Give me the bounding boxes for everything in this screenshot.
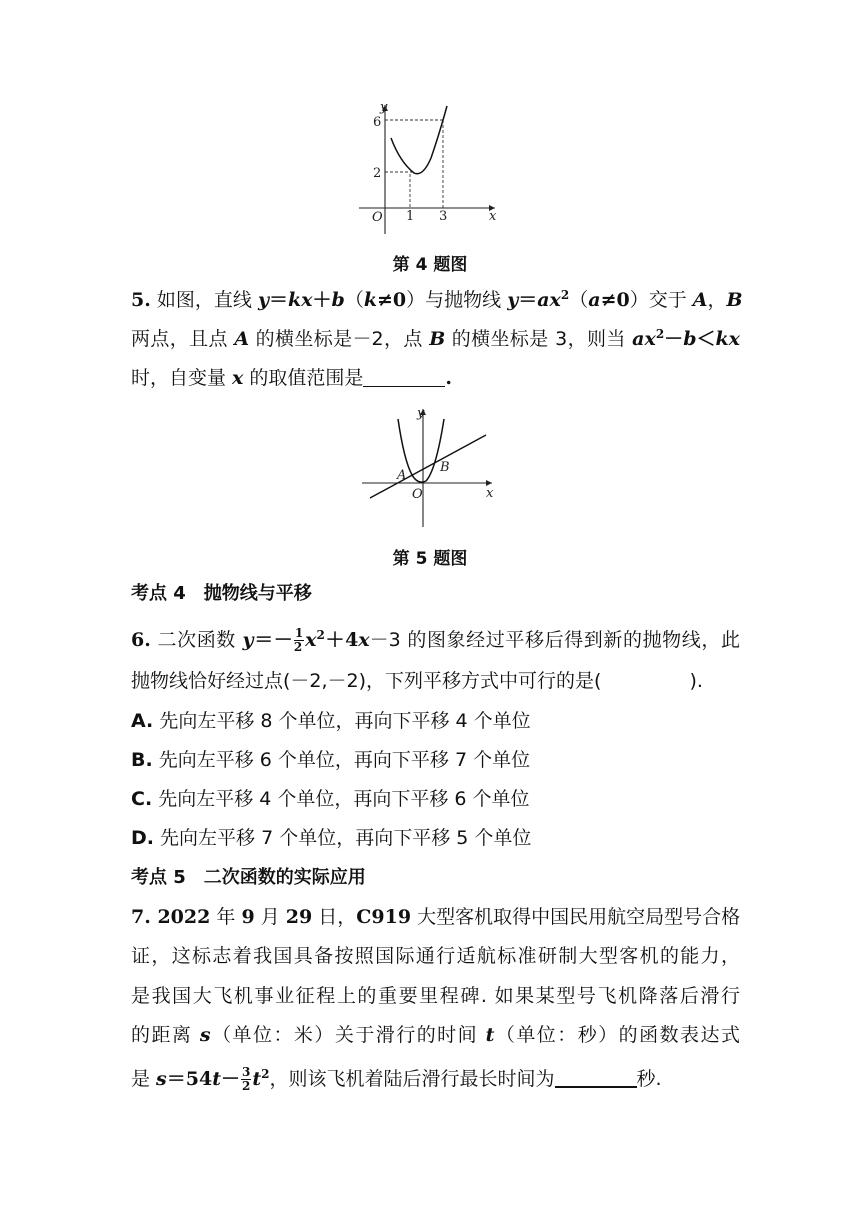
q5-line-2: 两点，且点 A 的横坐标是－2，点 B 的横坐标是 3，则当 $ax^2-b<kx$ [131, 327, 740, 350]
y-axis-label: y [417, 406, 425, 421]
y-axis-label: y [380, 100, 388, 115]
figure-4 [355, 100, 505, 240]
straight-line [370, 435, 486, 498]
q6-option-b[interactable]: B. 先向左平移 6 个单位，再向下平移 7 个单位 [131, 749, 531, 771]
point-b-label: B [440, 460, 450, 475]
q7-answer-blank[interactable] [555, 1068, 637, 1088]
section-4-heading: 考点 4 抛物线与平移 [131, 583, 312, 604]
q6-line-2: 抛物线恰好经过点(－2,－2)，下列平移方式中可行的是( ). [131, 670, 703, 692]
q5-line-1: 5. 如图，直线 y＝kx＋b（k≠0）与抛物线 $y=ax^2(a\ne 0)$交于 A，B [131, 288, 743, 311]
x-axis-label: x [489, 209, 497, 224]
origin-label: O [412, 487, 423, 502]
q6-option-a[interactable]: A. 先向左平移 8 个单位，再向下平移 4 个单位 [131, 710, 531, 732]
figure-4-caption: 第 4 题图 [392, 255, 468, 275]
parabola-curve [391, 106, 447, 174]
q7-line-5: 是 s＝54t－ $\frac{3}{2}$ $t^2$，则该飞机着陆后滑行最长时间为 秒. [131, 1065, 662, 1093]
q7-line-2: 证，这标志着我国具备按照国际通行适航标准研制大型客机的能力， [131, 945, 740, 967]
x-axis-label: x [486, 486, 494, 501]
q6-option-d[interactable]: D. 先向左平移 7 个单位，再向下平移 5 个单位 [131, 827, 532, 849]
q6-option-c[interactable]: C. 先向左平移 4 个单位，再向下平移 6 个单位 [131, 788, 530, 810]
tick-y-6: 6 [373, 115, 382, 130]
q6-line-1: 6. 二次函数 y＝－ $\frac{1}{2}$ $x^2+4x-3$ 的图象经过平移后得到新的抛物线，此 [131, 626, 740, 654]
q7-line-1: 7. 2022 年 9 月 29 日，C919 大型客机取得中国民用航空局型号合格 [131, 906, 741, 928]
tick-x-1: 1 [406, 209, 415, 224]
q5-answer-blank[interactable] [363, 368, 445, 387]
figure-5-caption: 第 5 题图 [392, 549, 468, 569]
figure-5 [360, 405, 500, 530]
tick-y-2: 2 [373, 166, 382, 181]
q7-line-4: 的距离 s（单位：米）关于滑行的时间 t（单位：秒）的函数表达式 [131, 1024, 740, 1046]
section-5-heading: 考点 5 二次函数的实际应用 [131, 867, 366, 888]
tick-x-3: 3 [439, 209, 448, 224]
q7-line-3: 是我国大飞机事业征程上的重要里程碑. 如果某型号飞机降落后滑行 [131, 985, 740, 1007]
fraction-one-half: $\frac{1}{2}$ [293, 626, 304, 654]
q5-line-3: 时，自变量 x 的取值范围是 . [131, 367, 453, 389]
origin-label: O [372, 210, 383, 225]
point-a-label: A [397, 468, 407, 483]
fraction-three-halves: $\frac{3}{2}$ [242, 1065, 251, 1093]
